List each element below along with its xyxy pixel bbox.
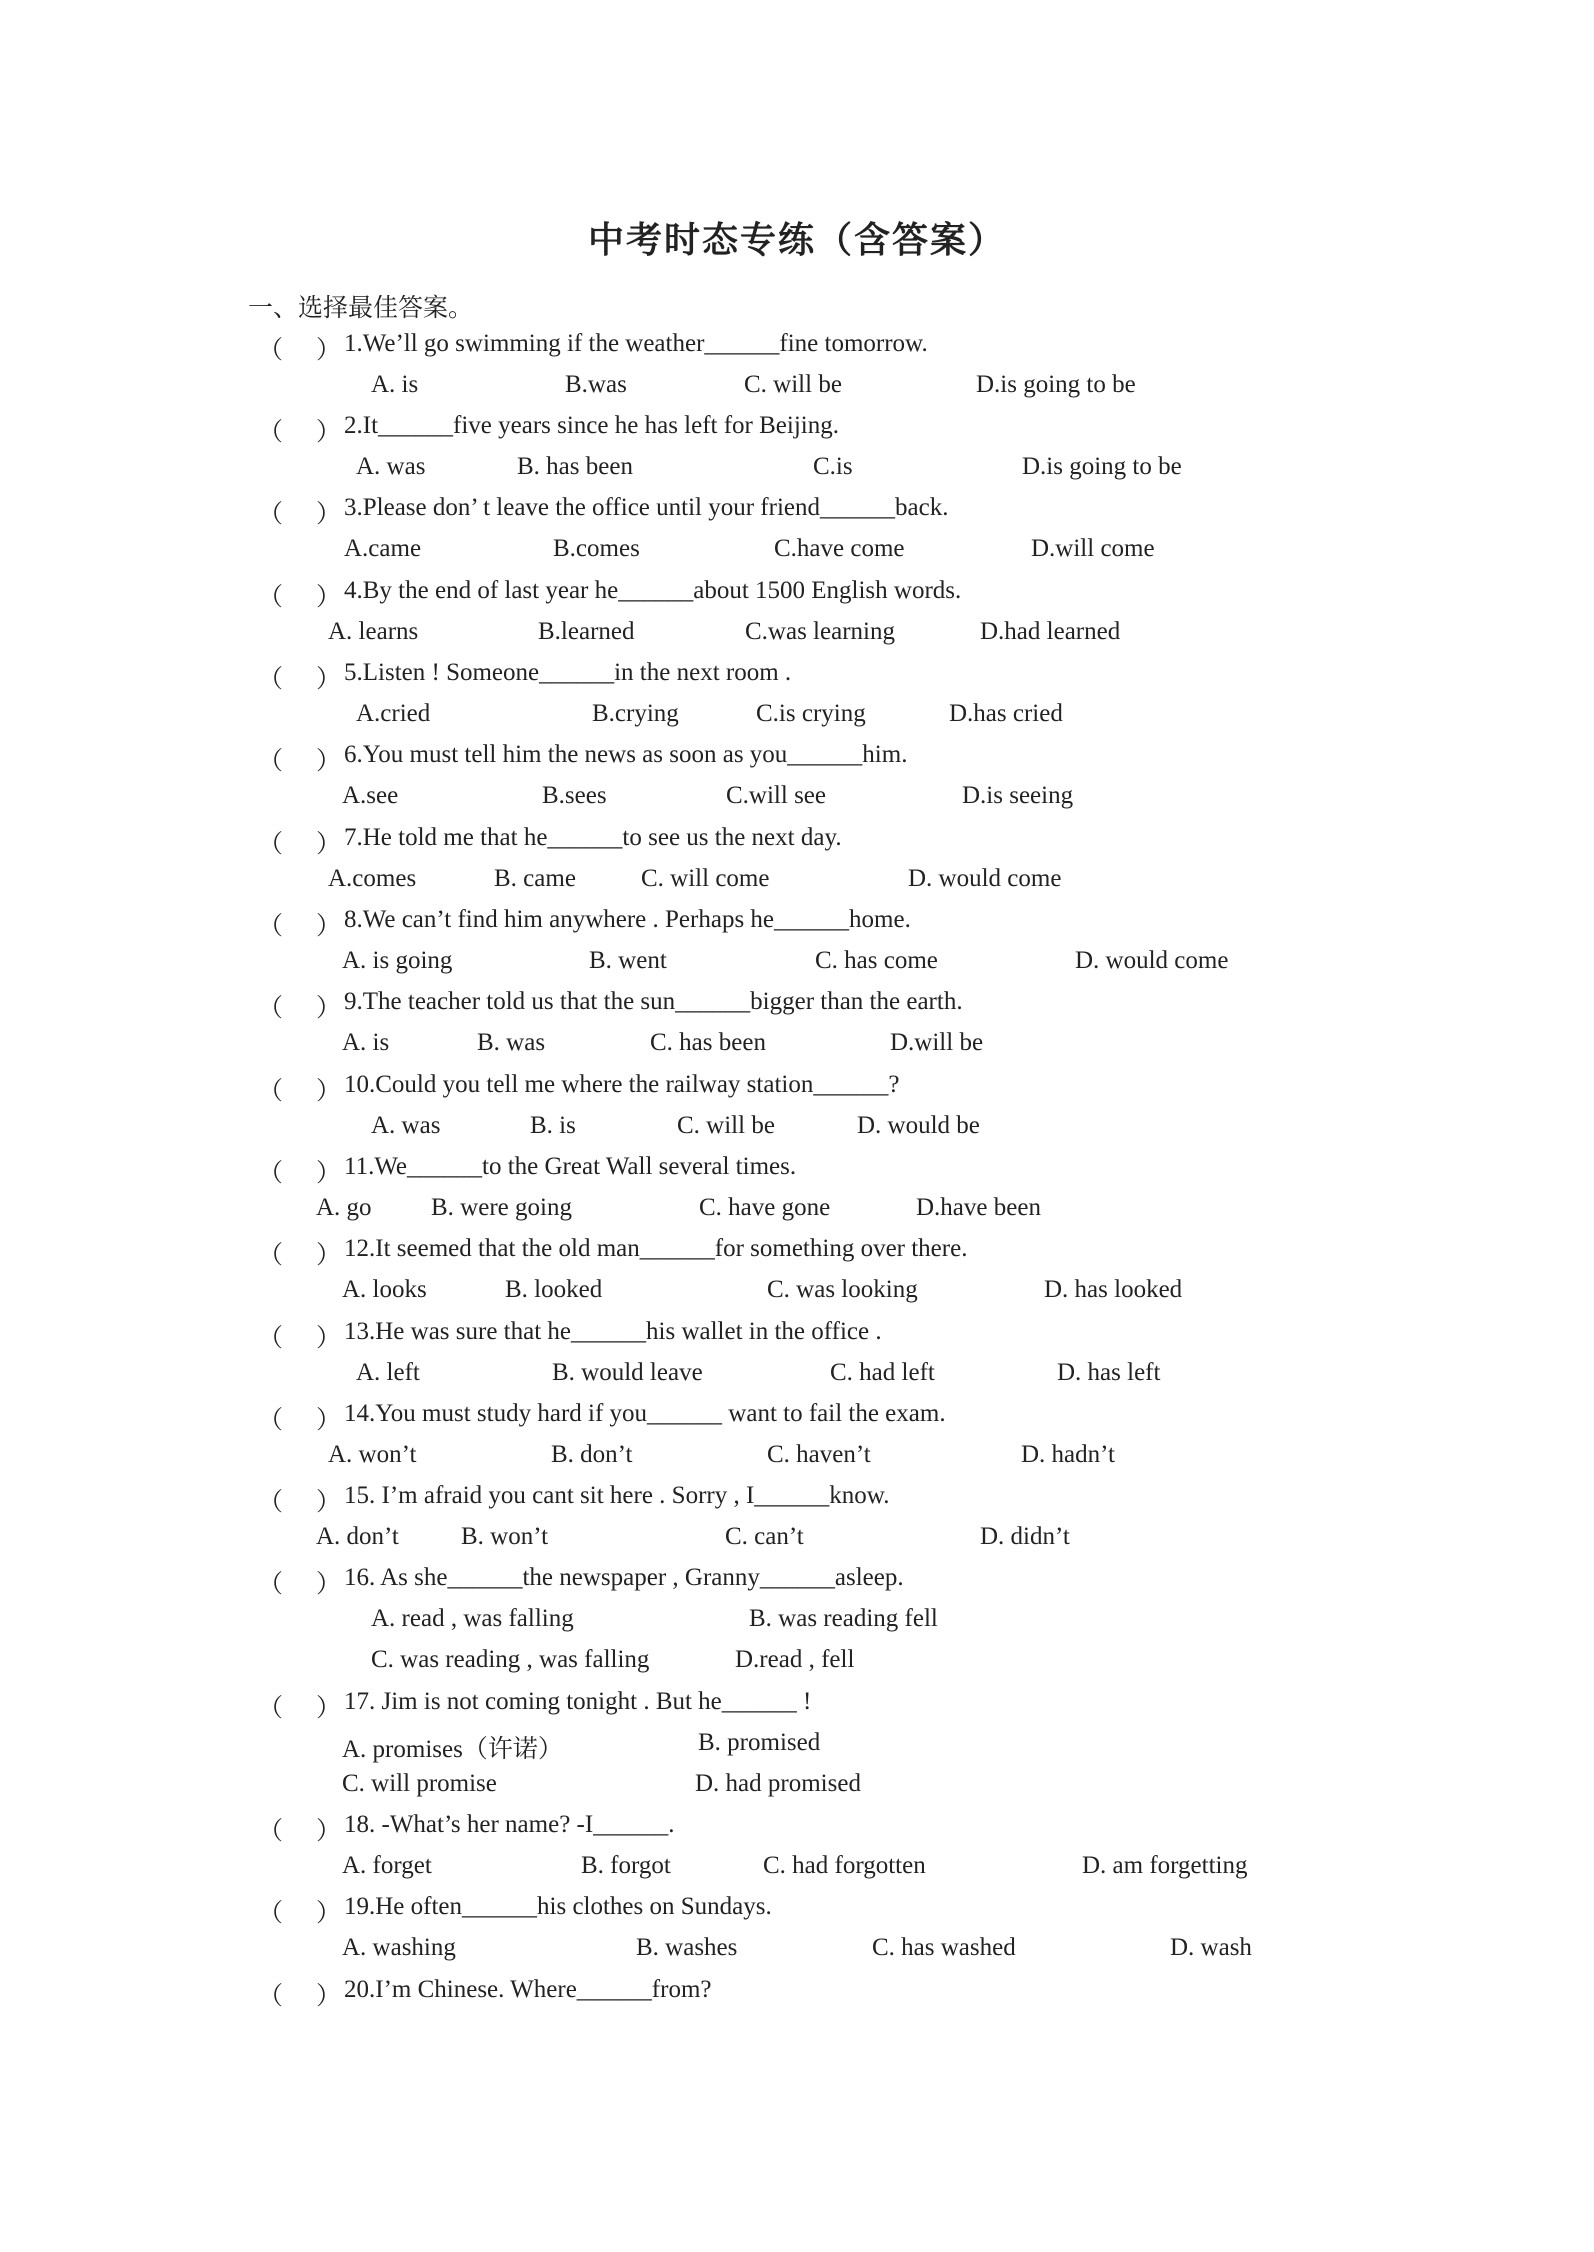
answer-bracket-close: ）	[316, 1489, 342, 1516]
answer-bracket-close: ）	[316, 1160, 342, 1187]
option: A. don’t	[316, 1523, 399, 1550]
option: A. is	[342, 1029, 390, 1056]
option: C. can’t	[725, 1523, 804, 1550]
question-stem: 8.We can’t find him anywhere . Perhaps he______home.	[344, 906, 911, 933]
option: A. learns	[328, 618, 419, 645]
option: B. went	[589, 947, 667, 974]
answer-bracket-open: （	[258, 913, 284, 940]
answer-bracket-open: （	[258, 1900, 284, 1927]
answer-bracket-open: （	[258, 501, 284, 528]
answer-bracket-close: ）	[316, 1818, 342, 1845]
question-stem: 13.He was sure that he______his wallet in the office .	[344, 1318, 882, 1345]
option: A. promises（许诺）	[342, 1736, 563, 1763]
option: A. is going	[342, 947, 453, 974]
option: D. had promised	[695, 1770, 861, 1797]
option: D. hadn’t	[1021, 1441, 1115, 1468]
option: D. has left	[1057, 1359, 1161, 1386]
section-heading: 一、选择最佳答案。	[248, 293, 474, 322]
answer-bracket-close: ）	[316, 1900, 342, 1927]
option: D. would come	[908, 865, 1062, 892]
option: B. was	[477, 1029, 546, 1056]
option: C. was reading , was falling	[371, 1646, 650, 1673]
option: B. would leave	[552, 1359, 703, 1386]
option: D. would be	[857, 1112, 980, 1139]
option: B. came	[494, 865, 576, 892]
answer-bracket-close: ）	[316, 1983, 342, 2010]
option: D. has looked	[1044, 1276, 1183, 1303]
question-stem: 14.You must study hard if you______ want to fail the exam.	[344, 1400, 946, 1427]
question-stem: 4.By the end of last year he______about 1500 English words.	[344, 577, 962, 604]
question-stem: 20.I’m Chinese. Where______from?	[344, 1976, 712, 2003]
answer-bracket-close: ）	[316, 1695, 342, 1722]
answer-bracket-open: （	[258, 1407, 284, 1434]
option: A.came	[344, 535, 422, 562]
answer-bracket-close: ）	[316, 1078, 342, 1105]
option: B.was	[565, 371, 627, 398]
option: D.is going to be	[976, 371, 1136, 398]
option: B.sees	[542, 782, 607, 809]
option: C. will be	[744, 371, 842, 398]
option: C. will come	[641, 865, 770, 892]
answer-bracket-close: ）	[316, 831, 342, 858]
answer-bracket-open: （	[258, 666, 284, 693]
answer-bracket-close: ）	[316, 748, 342, 775]
answer-bracket-close: ）	[316, 1407, 342, 1434]
option: B. don’t	[551, 1441, 633, 1468]
answer-bracket-open: （	[258, 748, 284, 775]
question-stem: 1.We’ll go swimming if the weather______fine tomorrow.	[344, 330, 928, 357]
question-stem: 19.He often______his clothes on Sundays.	[344, 1893, 772, 1920]
option: B. won’t	[461, 1523, 549, 1550]
answer-bracket-close: ）	[316, 1242, 342, 1269]
question-stem: 10.Could you tell me where the railway station______?	[344, 1071, 900, 1098]
answer-bracket-open: （	[258, 1325, 284, 1352]
answer-bracket-close: ）	[316, 666, 342, 693]
option: B. was reading fell	[749, 1605, 938, 1632]
question-stem: 16. As she______the newspaper , Granny______asleep.	[344, 1564, 904, 1591]
option: C.is crying	[756, 700, 866, 727]
option: C. had left	[830, 1359, 935, 1386]
question-stem: 5.Listen ! Someone______in the next room .	[344, 659, 792, 686]
option: C. will be	[677, 1112, 775, 1139]
option: B.learned	[538, 618, 635, 645]
option: A. was	[371, 1112, 441, 1139]
option: D.had learned	[980, 618, 1121, 645]
question-stem: 3.Please don’ t leave the office until your friend______back.	[344, 494, 949, 521]
option: C.have come	[774, 535, 905, 562]
question-stem: 15. I’m afraid you cant sit here . Sorry , I______know.	[344, 1482, 890, 1509]
question-stem: 11.We______to the Great Wall several times.	[344, 1153, 797, 1180]
option: C. had forgotten	[763, 1852, 926, 1879]
answer-bracket-open: （	[258, 1818, 284, 1845]
answer-bracket-close: ）	[316, 337, 342, 364]
option: C.is	[813, 453, 853, 480]
option: A.cried	[356, 700, 431, 727]
answer-bracket-open: （	[258, 419, 284, 446]
option: D. wash	[1170, 1934, 1252, 1961]
option: C. haven’t	[767, 1441, 871, 1468]
option: B. were going	[431, 1194, 572, 1221]
answer-bracket-close: ）	[316, 913, 342, 940]
option: C. was looking	[767, 1276, 918, 1303]
option: D.is seeing	[962, 782, 1074, 809]
option: B. is	[530, 1112, 576, 1139]
option: A. washing	[342, 1934, 456, 1961]
option: C.will see	[726, 782, 826, 809]
option: B. has been	[517, 453, 633, 480]
answer-bracket-open: （	[258, 584, 284, 611]
answer-bracket-open: （	[258, 831, 284, 858]
answer-bracket-close: ）	[316, 584, 342, 611]
option: A. read , was falling	[371, 1605, 574, 1632]
option: D.has cried	[949, 700, 1063, 727]
answer-bracket-open: （	[258, 1489, 284, 1516]
option: A.see	[342, 782, 399, 809]
option: B. looked	[505, 1276, 603, 1303]
question-stem: 2.It______five years since he has left for Beijing.	[344, 412, 839, 439]
option: A. is	[371, 371, 419, 398]
option: D.will be	[890, 1029, 984, 1056]
option: D.read , fell	[735, 1646, 855, 1673]
option: A. forget	[342, 1852, 432, 1879]
option: A. won’t	[328, 1441, 417, 1468]
answer-bracket-close: ）	[316, 1325, 342, 1352]
option: B.crying	[592, 700, 679, 727]
option: C. has been	[650, 1029, 766, 1056]
answer-bracket-close: ）	[316, 419, 342, 446]
option: C. has come	[815, 947, 938, 974]
option: C.was learning	[745, 618, 895, 645]
answer-bracket-open: （	[258, 995, 284, 1022]
option: A. go	[316, 1194, 372, 1221]
answer-bracket-open: （	[258, 1983, 284, 2010]
question-stem: 12.It seemed that the old man______for something over there.	[344, 1235, 968, 1262]
option: C. has washed	[872, 1934, 1016, 1961]
option: B. promised	[698, 1729, 821, 1756]
option: D. am forgetting	[1082, 1852, 1248, 1879]
option: D. would come	[1075, 947, 1229, 974]
answer-bracket-open: （	[258, 1242, 284, 1269]
answer-bracket-open: （	[258, 1078, 284, 1105]
question-stem: 9.The teacher told us that the sun______bigger than the earth.	[344, 988, 963, 1015]
answer-bracket-open: （	[258, 1160, 284, 1187]
option: B.comes	[553, 535, 640, 562]
question-stem: 17. Jim is not coming tonight . But he______ !	[344, 1688, 812, 1715]
option: C. will promise	[342, 1770, 497, 1797]
answer-bracket-close: ）	[316, 1571, 342, 1598]
option: A. looks	[342, 1276, 427, 1303]
option: A. was	[356, 453, 426, 480]
answer-bracket-open: （	[258, 1695, 284, 1722]
answer-bracket-open: （	[258, 1571, 284, 1598]
answer-bracket-open: （	[258, 337, 284, 364]
option: D.will come	[1031, 535, 1155, 562]
option: C. have gone	[699, 1194, 831, 1221]
option: A. left	[356, 1359, 420, 1386]
question-stem: 7.He told me that he______to see us the next day.	[344, 824, 842, 851]
option: B. forgot	[581, 1852, 671, 1879]
option: D.is going to be	[1022, 453, 1182, 480]
option: B. washes	[636, 1934, 738, 1961]
question-stem: 18. -What’s her name? -I______.	[344, 1811, 675, 1838]
option: D. didn’t	[980, 1523, 1070, 1550]
page-title: 中考时态专练（含答案）	[587, 219, 1006, 261]
answer-bracket-close: ）	[316, 995, 342, 1022]
question-stem: 6.You must tell him the news as soon as you______him.	[344, 741, 908, 768]
answer-bracket-close: ）	[316, 501, 342, 528]
option: D.have been	[916, 1194, 1041, 1221]
option: A.comes	[328, 865, 417, 892]
